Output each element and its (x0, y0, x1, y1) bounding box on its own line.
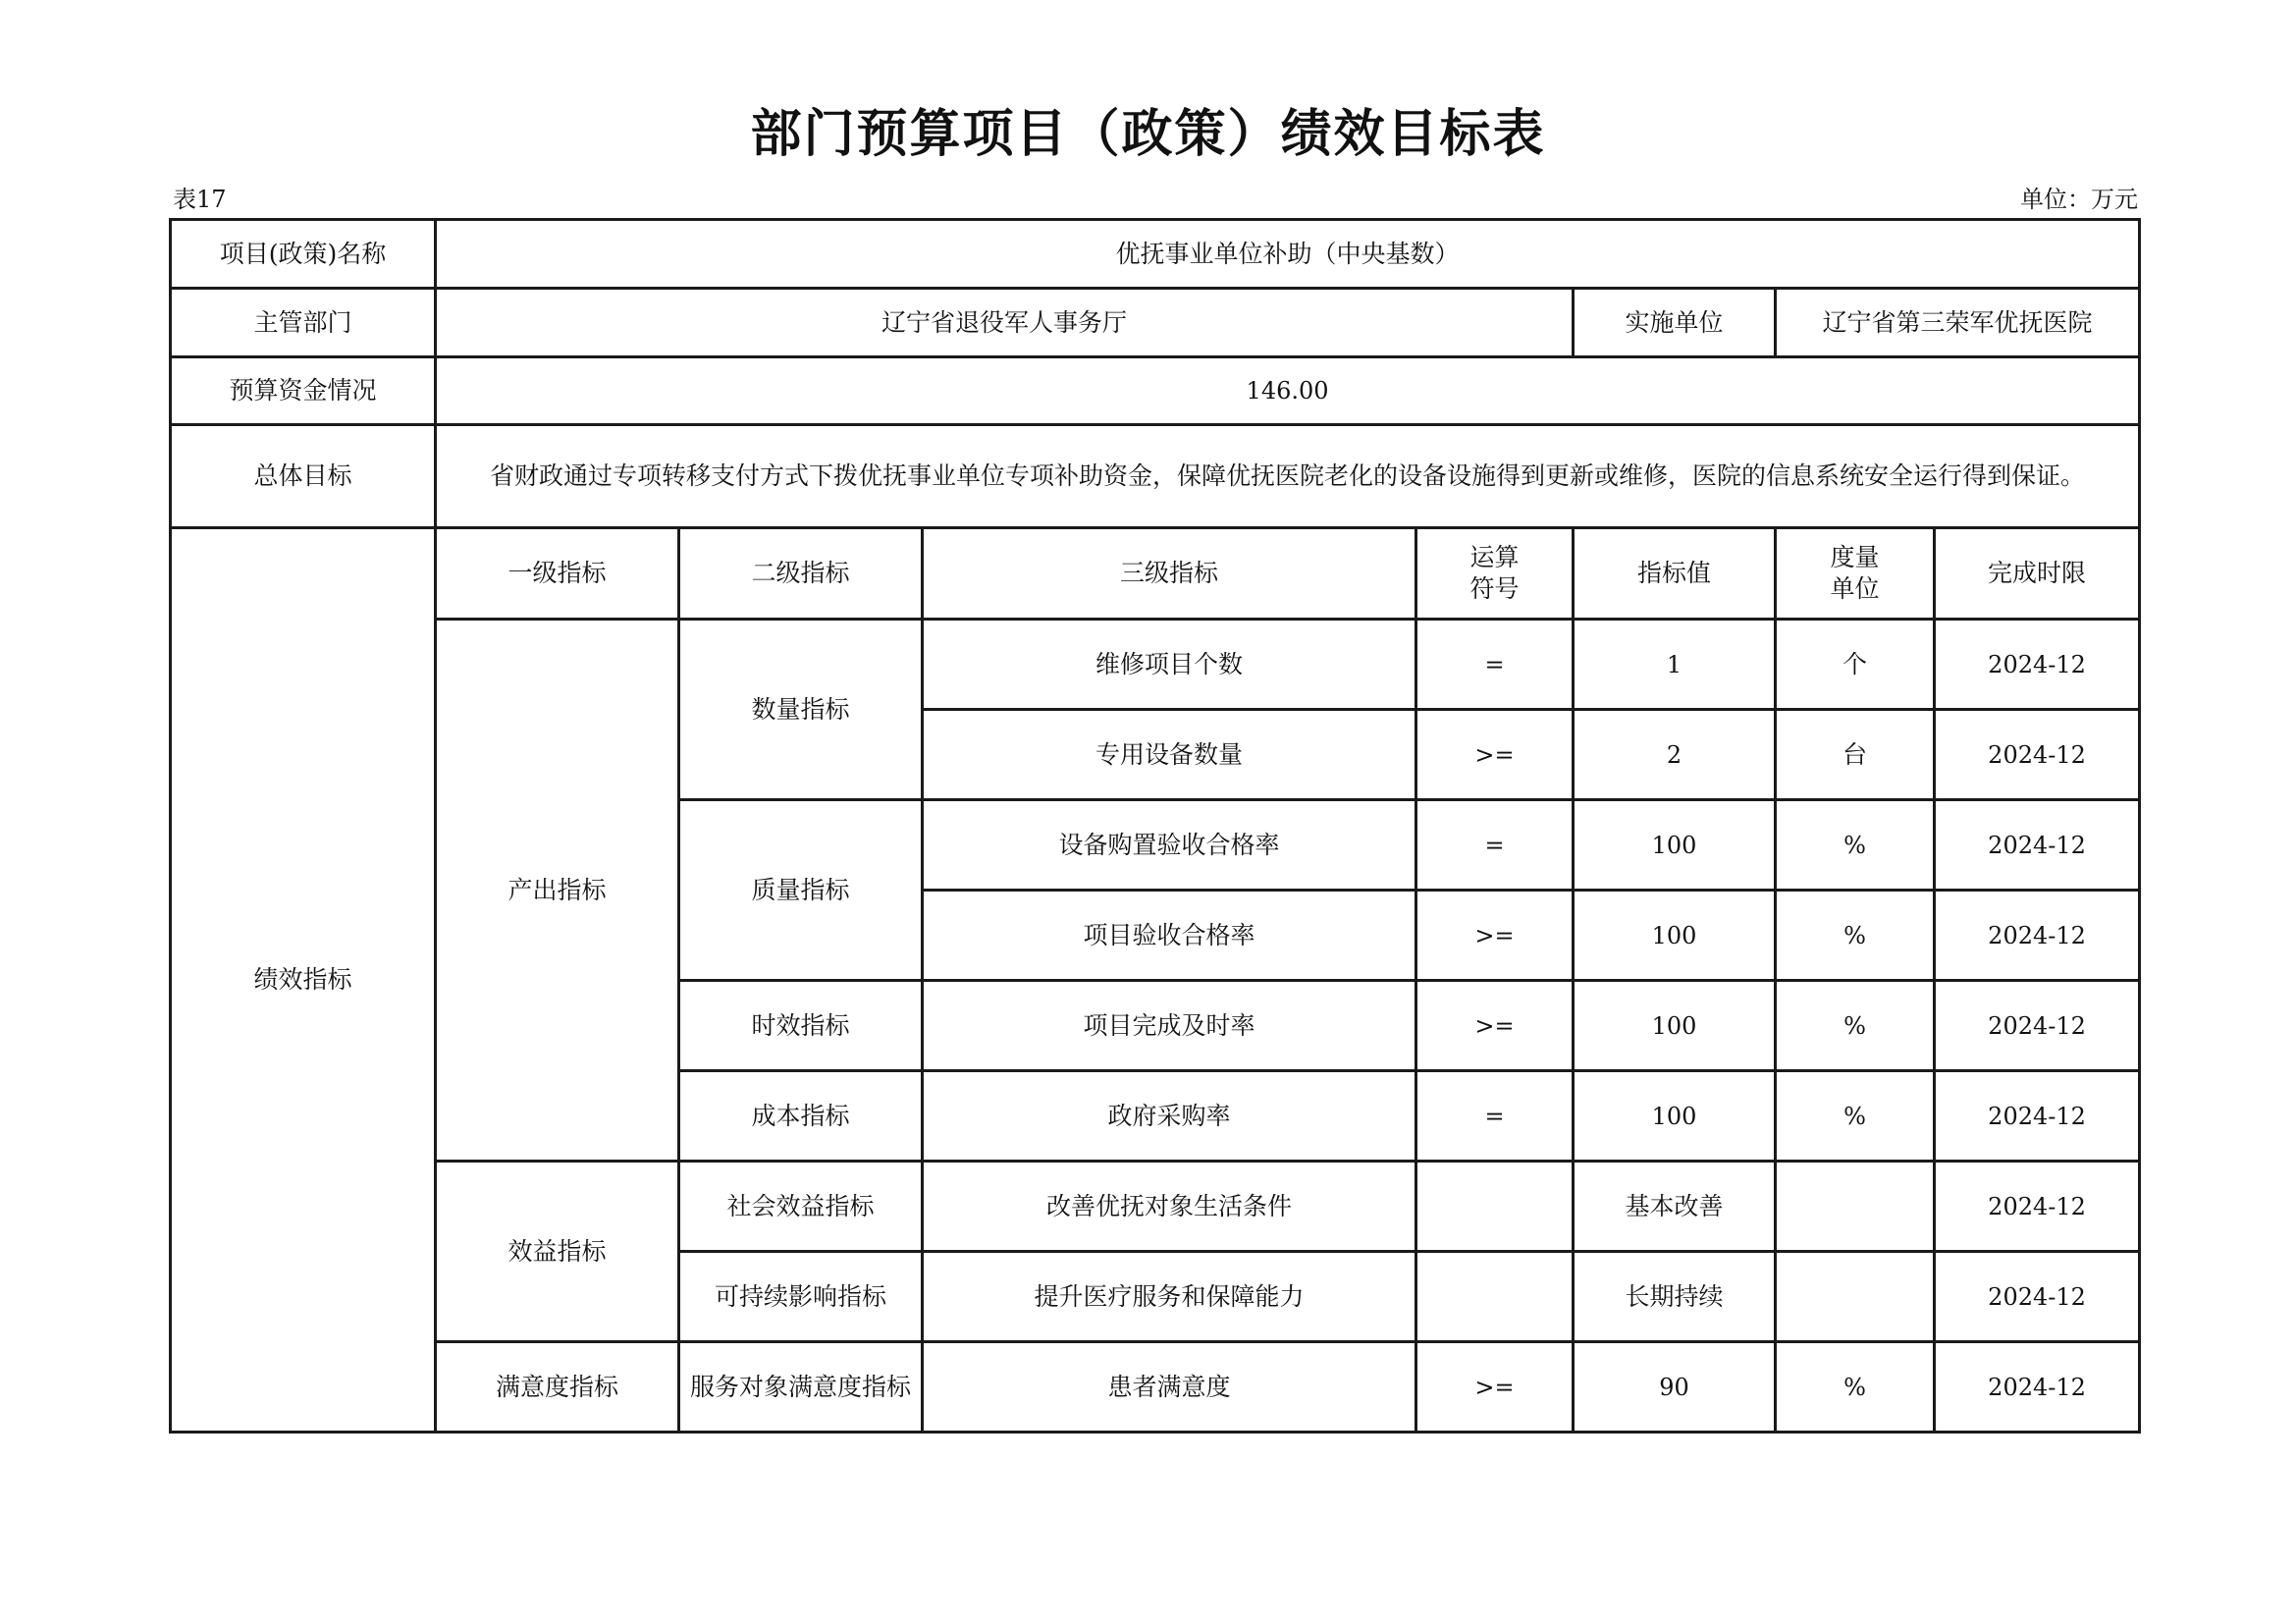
level1-benefit: 效益指标 (436, 1162, 679, 1342)
indicator-value: 100 (1574, 1071, 1776, 1162)
level2-quantity: 数量指标 (679, 620, 923, 800)
indicator-value: 长期持续 (1574, 1252, 1776, 1342)
table-row (171, 1162, 2140, 1252)
indicator-deadline: 2024-12 (1935, 1162, 2140, 1252)
header-deadline: 完成时限 (1935, 528, 2140, 620)
table-number: 表17 (173, 186, 227, 213)
perf-label: 绩效指标 (171, 528, 436, 1433)
indicator-name: 提升医疗服务和保障能力 (923, 1252, 1416, 1342)
indicator-unit: % (1776, 1342, 1935, 1433)
indicator-name: 改善优抚对象生活条件 (923, 1162, 1416, 1252)
indicator-name: 设备购置验收合格率 (923, 800, 1416, 891)
level1-output: 产出指标 (436, 620, 679, 1162)
indicator-unit: 个 (1776, 620, 1935, 710)
budget-label: 预算资金情况 (171, 357, 436, 425)
budget-row (171, 357, 2140, 425)
indicator-operator: >= (1416, 1342, 1574, 1433)
header-unit: 度量 单位 (1776, 528, 1935, 620)
goal-value: 省财政通过专项转移支付方式下拨优抚事业单位专项补助资金，保障优抚医院老化的设备设施得到更新或维修，医院的信息系统安全运行得到保证。 (436, 425, 2140, 528)
project-name-row (171, 220, 2140, 289)
indicator-deadline: 2024-12 (1935, 710, 2140, 800)
indicator-deadline: 2024-12 (1935, 1252, 2140, 1342)
level2-service-satisfaction: 服务对象满意度指标 (679, 1342, 923, 1433)
indicator-name: 专用设备数量 (923, 710, 1416, 800)
indicator-value: 1 (1574, 620, 1776, 710)
goal-label: 总体目标 (171, 425, 436, 528)
indicator-unit: % (1776, 1071, 1935, 1162)
level2-social: 社会效益指标 (679, 1162, 923, 1252)
indicator-operator: >= (1416, 891, 1574, 981)
indicator-unit (1776, 1162, 1935, 1252)
page-title: 部门预算项目（政策）绩效目标表 (750, 105, 1546, 164)
indicator-operator: = (1416, 800, 1574, 891)
performance-target-table (169, 218, 2141, 1434)
indicator-value: 2 (1574, 710, 1776, 800)
level2-sustain: 可持续影响指标 (679, 1252, 923, 1342)
indicator-deadline: 2024-12 (1935, 981, 2140, 1071)
indicator-deadline: 2024-12 (1935, 1071, 2140, 1162)
indicator-unit: 台 (1776, 710, 1935, 800)
indicator-value: 100 (1574, 800, 1776, 891)
indicator-deadline: 2024-12 (1935, 1342, 2140, 1433)
indicator-deadline: 2024-12 (1935, 800, 2140, 891)
header-level3: 三级指标 (923, 528, 1416, 620)
header-level1: 一级指标 (436, 528, 679, 620)
header-value: 指标值 (1574, 528, 1776, 620)
indicator-name: 项目验收合格率 (923, 891, 1416, 981)
budget-value: 146.00 (436, 357, 2140, 425)
indicator-unit (1776, 1252, 1935, 1342)
table-row (171, 1342, 2140, 1433)
impl-value: 辽宁省第三荣军优抚医院 (1776, 289, 2140, 357)
indicator-name: 项目完成及时率 (923, 981, 1416, 1071)
indicator-unit: % (1776, 800, 1935, 891)
dept-label: 主管部门 (171, 289, 436, 357)
goal-row (171, 425, 2140, 528)
unit-label: 单位：万元 (2020, 186, 2138, 213)
indicator-operator: >= (1416, 710, 1574, 800)
header-row (171, 528, 2140, 620)
indicator-unit: % (1776, 891, 1935, 981)
indicator-deadline: 2024-12 (1935, 620, 2140, 710)
indicator-name: 维修项目个数 (923, 620, 1416, 710)
indicator-operator (1416, 1252, 1574, 1342)
project-name-value: 优抚事业单位补助（中央基数） (436, 220, 2140, 289)
level2-cost: 成本指标 (679, 1071, 923, 1162)
indicator-operator: = (1416, 1071, 1574, 1162)
header-operator: 运算 符号 (1416, 528, 1574, 620)
impl-label: 实施单位 (1574, 289, 1776, 357)
level1-satisfaction: 满意度指标 (436, 1342, 679, 1433)
level2-timeliness: 时效指标 (679, 981, 923, 1071)
indicator-name: 患者满意度 (923, 1342, 1416, 1433)
project-name-label: 项目(政策)名称 (171, 220, 436, 289)
indicator-value: 90 (1574, 1342, 1776, 1433)
indicator-deadline: 2024-12 (1935, 891, 2140, 981)
indicator-unit: % (1776, 981, 1935, 1071)
indicator-operator: >= (1416, 981, 1574, 1071)
department-row (171, 289, 2140, 357)
dept-value: 辽宁省退役军人事务厅 (436, 289, 1574, 357)
level2-quality: 质量指标 (679, 800, 923, 981)
table-row (171, 620, 2140, 710)
indicator-name: 政府采购率 (923, 1071, 1416, 1162)
indicator-operator: = (1416, 620, 1574, 710)
indicator-value: 100 (1574, 891, 1776, 981)
indicator-value: 基本改善 (1574, 1162, 1776, 1252)
indicator-value: 100 (1574, 981, 1776, 1071)
header-level2: 二级指标 (679, 528, 923, 620)
indicator-operator (1416, 1162, 1574, 1252)
